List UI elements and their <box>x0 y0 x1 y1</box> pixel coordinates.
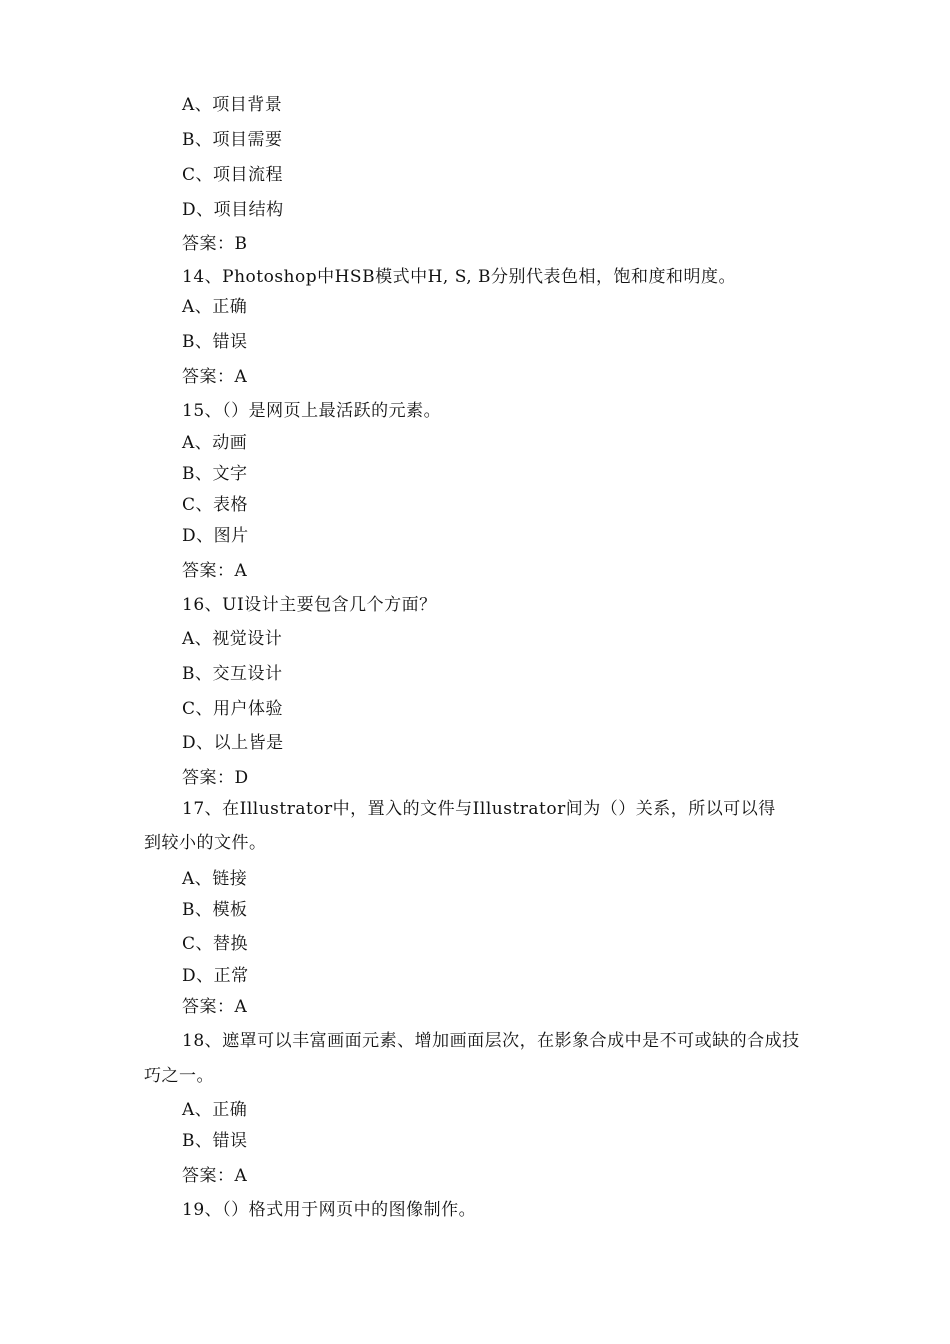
question-16: 16、UI设计主要包含几个方面？ <box>182 595 437 615</box>
option-b: B、模板 <box>182 900 248 920</box>
option-d: D、以上皆是 <box>182 733 284 753</box>
option-a: A、正确 <box>182 1100 248 1120</box>
question-17-continued: 到较小的文件。 <box>144 833 267 853</box>
option-a: A、正确 <box>182 297 248 317</box>
answer: 答案：B <box>182 234 248 254</box>
option-b: B、交互设计 <box>182 664 283 684</box>
question-18: 18、遮罩可以丰富画面元素、增加画面层次，在影象合成中是不可或缺的合成技 <box>182 1031 800 1051</box>
option-d: D、正常 <box>182 966 249 986</box>
answer: 答案：A <box>182 1166 248 1186</box>
option-c: C、替换 <box>182 934 249 954</box>
answer: 答案：A <box>182 561 248 581</box>
option-c: C、表格 <box>182 495 249 515</box>
option-c: C、项目流程 <box>182 165 284 185</box>
option-b: B、项目需要 <box>182 130 283 150</box>
question-15: 15、（）是网页上最活跃的元素。 <box>182 401 442 421</box>
option-a: A、动画 <box>182 433 248 453</box>
answer: 答案：A <box>182 367 248 387</box>
question-19: 19、（）格式用于网页中的图像制作。 <box>182 1200 477 1220</box>
option-b: B、错误 <box>182 1131 248 1151</box>
option-d: D、图片 <box>182 526 249 546</box>
question-17: 17、在Illustrator中，置入的文件与Illustrator间为（）关系，所以可以得 <box>182 799 776 819</box>
option-d: D、项目结构 <box>182 200 284 220</box>
option-a: A、项目背景 <box>182 95 283 115</box>
question-14: 14、Photoshop中HSB模式中H, S, B分别代表色相，饱和度和明度。 <box>182 267 737 287</box>
option-b: B、文字 <box>182 464 248 484</box>
option-c: C、用户体验 <box>182 699 284 719</box>
answer: 答案：A <box>182 997 248 1017</box>
question-18-continued: 巧之一。 <box>144 1066 214 1086</box>
option-a: A、链接 <box>182 869 248 889</box>
option-b: B、错误 <box>182 332 248 352</box>
option-a: A、视觉设计 <box>182 629 283 649</box>
answer: 答案：D <box>182 768 249 788</box>
